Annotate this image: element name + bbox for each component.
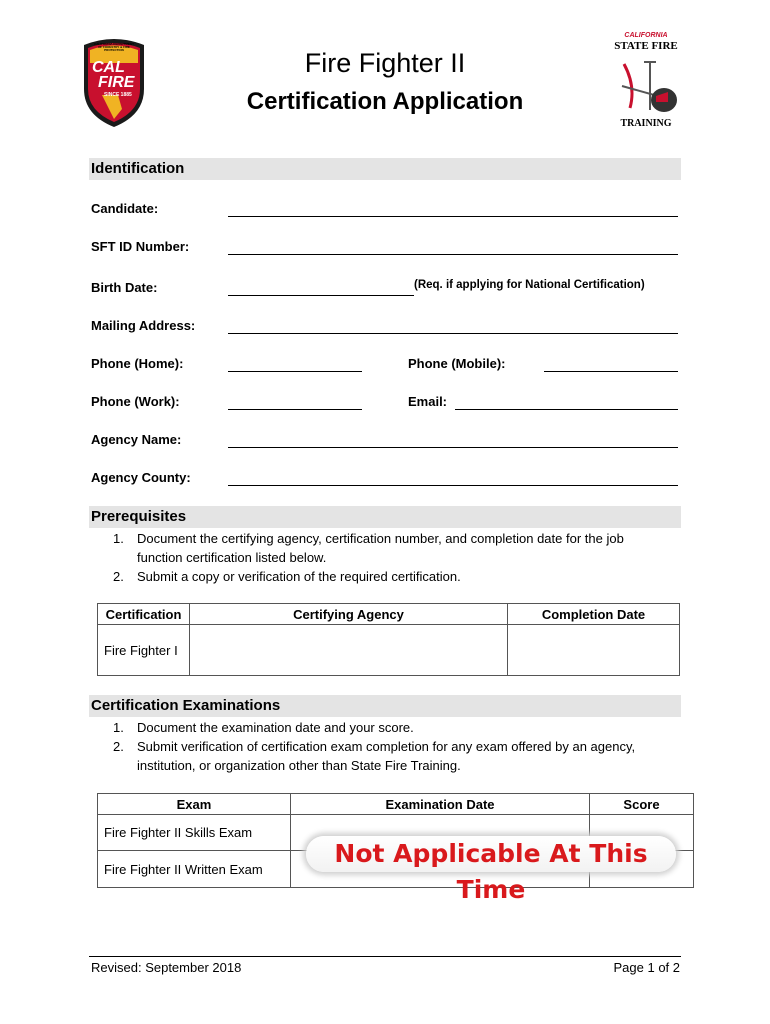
firefighter-helmet-icon — [616, 56, 678, 118]
list-item-number: 1. — [113, 720, 124, 735]
list-item: Submit verification of certification exam completion for any exam offered by an agency, — [137, 739, 636, 754]
phone-home-label: Phone (Home): — [91, 356, 184, 371]
list-item-number: 2. — [113, 569, 124, 584]
agency-county-field[interactable] — [228, 485, 678, 486]
calfire-text-fire: FIRE — [98, 74, 135, 91]
calfire-since-text: SINCE 1885 — [104, 92, 132, 98]
completion-date-cell[interactable] — [508, 625, 680, 676]
agency-county-label: Agency County: — [91, 470, 191, 485]
birth-date-label: Birth Date: — [91, 280, 158, 295]
email-field[interactable] — [455, 409, 678, 410]
list-item-continuation: institution, or organization other than State Fire Training. — [137, 758, 461, 773]
exam-name-cell: Fire Fighter II Skills Exam — [98, 815, 291, 851]
column-header: Certification — [98, 604, 190, 625]
calfire-arc-text: CALIFORNIA DEPARTMENT OF FORESTRY & FIRE PROTECTION — [94, 43, 134, 51]
phone-work-label: Phone (Work): — [91, 394, 180, 409]
sft-logo-bottom-text: TRAINING — [620, 118, 672, 129]
exam-name-cell: Fire Fighter II Written Exam — [98, 851, 291, 888]
prerequisites-table — [97, 603, 680, 676]
prerequisites-list — [113, 529, 683, 589]
birth-date-note: (Req. if applying for National Certification) — [414, 279, 645, 291]
examinations-heading: Certification Examinations — [89, 695, 681, 717]
candidate-field[interactable] — [228, 216, 678, 217]
candidate-label: Candidate: — [91, 201, 159, 216]
list-item: Document the certifying agency, certification number, and completion date for the job — [137, 531, 624, 546]
page-subtitle: Certification Application — [246, 88, 524, 115]
column-header: Examination Date — [291, 794, 590, 815]
column-header: Completion Date — [508, 604, 680, 625]
not-applicable-stamp: Not Applicable At This Time — [306, 836, 676, 872]
mailing-address-field[interactable] — [228, 333, 678, 334]
column-header: Score — [590, 794, 694, 815]
email-label: Email: — [408, 394, 448, 409]
phone-mobile-field[interactable] — [544, 371, 678, 372]
table-header-row — [98, 794, 694, 815]
list-item: Submit a copy or verification of the required certification. — [137, 569, 461, 584]
column-header: Exam — [98, 794, 291, 815]
revised-date: Revised: September 2018 — [91, 960, 242, 975]
table-row — [98, 625, 680, 676]
agency-name-label: Agency Name: — [91, 432, 182, 447]
phone-home-field[interactable] — [228, 371, 362, 372]
phone-mobile-label: Phone (Mobile): — [408, 356, 506, 371]
certification-cell: Fire Fighter I — [98, 625, 190, 676]
footer-divider — [89, 956, 681, 957]
list-item-number: 1. — [113, 531, 124, 546]
sft-id-field[interactable] — [228, 254, 678, 255]
prerequisites-heading: Prerequisites — [89, 506, 681, 528]
state-fire-training-logo — [610, 30, 682, 132]
table-header-row — [98, 604, 680, 625]
examinations-list — [113, 718, 683, 778]
certifying-agency-cell[interactable] — [190, 625, 508, 676]
mailing-address-label: Mailing Address: — [91, 318, 196, 333]
column-header: Certifying Agency — [190, 604, 508, 625]
list-item: Document the examination date and your score. — [137, 720, 414, 735]
page-title: Fire Fighter II — [304, 48, 466, 78]
identification-heading: Identification — [89, 158, 681, 180]
page-number: Page 1 of 2 — [613, 960, 680, 975]
birth-date-field[interactable] — [228, 295, 414, 296]
list-item-continuation: function certification listed below. — [137, 550, 327, 565]
list-item-number: 2. — [113, 739, 124, 754]
sft-logo-top-text: CALIFORNIA — [624, 32, 668, 39]
agency-name-field[interactable] — [228, 447, 678, 448]
sft-logo-main-text: STATE FIRE — [614, 40, 678, 52]
phone-work-field[interactable] — [228, 409, 362, 410]
calfire-text-cal: CAL — [92, 59, 125, 76]
sft-id-label: SFT ID Number: — [91, 239, 190, 254]
